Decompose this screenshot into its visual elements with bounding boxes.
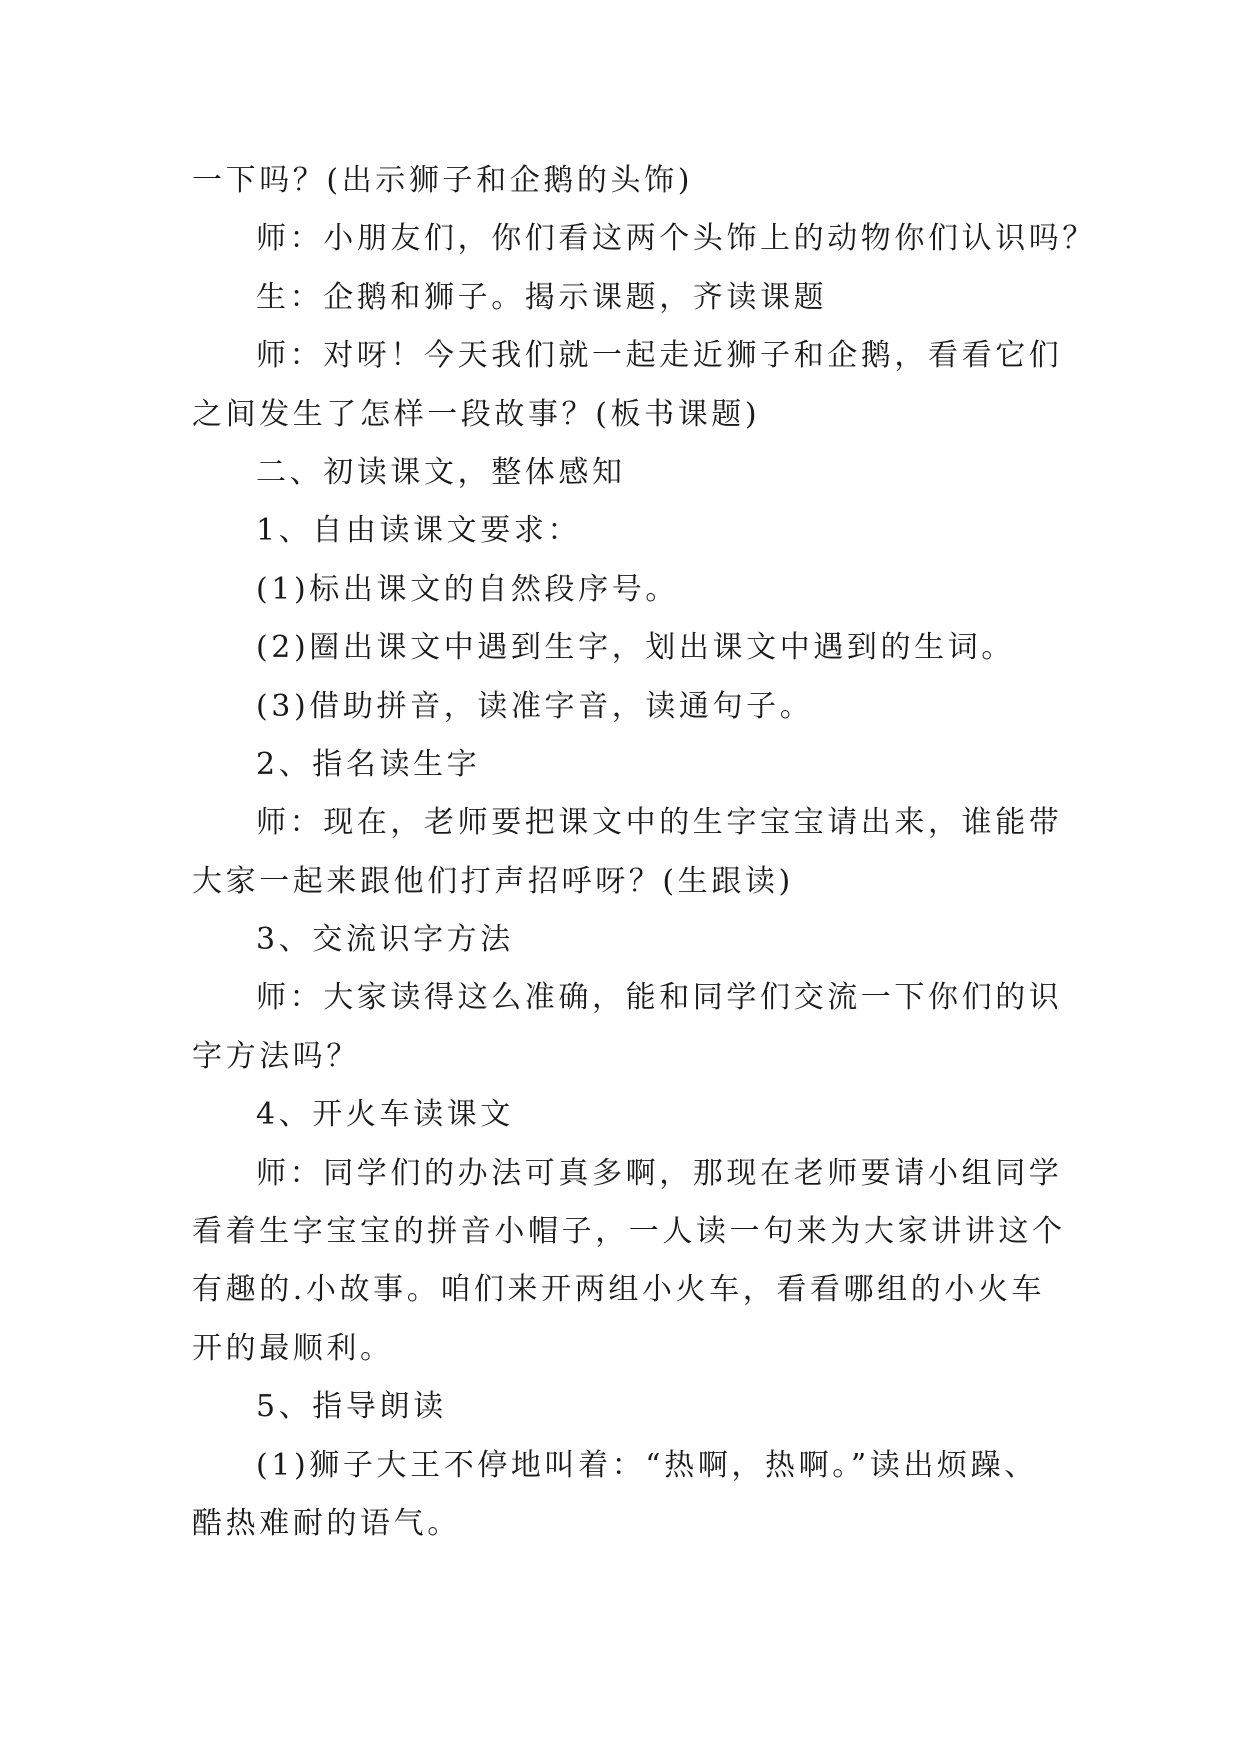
text-line: 师：小朋友们，你们看这两个头饰上的动物你们认识吗？ xyxy=(256,221,1096,257)
text-line: 师：大家读得这么准确，能和同学们交流一下你们的识 xyxy=(256,980,1063,1016)
text-line: 酷热难耐的语气。 xyxy=(192,1505,461,1541)
document-body xyxy=(192,152,1096,1553)
text-line: 有趣的.小故事。咱们来开两组小火车，看看哪组的小火车 xyxy=(192,1272,1046,1308)
section-heading: 二、初读课文，整体感知 xyxy=(256,454,626,490)
text-line: 看着生字宝宝的拼音小帽子，一人读一句来为大家讲讲这个 xyxy=(192,1214,1066,1250)
text-line: 1、自由读课文要求： xyxy=(256,513,582,549)
text-line: 开的最顺利。 xyxy=(192,1330,394,1366)
text-line: 生：企鹅和狮子。揭示课题，齐读课题 xyxy=(256,279,828,315)
text-line: 之间发生了怎样一段故事？(板书课题) xyxy=(192,396,761,432)
list-item: (2)圈出课文中遇到生字，划出课文中遇到的生词。 xyxy=(256,630,1015,666)
text-line: 师：现在，老师要把课文中的生字宝宝请出来，谁能带 xyxy=(256,805,1063,841)
text-line: 4、开火车读课文 xyxy=(256,1097,514,1133)
text-line: 字方法吗？ xyxy=(192,1038,360,1074)
text-line: 5、指导朗读 xyxy=(256,1389,447,1425)
text-line: 3、交流识字方法 xyxy=(256,922,514,958)
text-line: 师：对呀！今天我们就一起走近狮子和企鹅，看看它们 xyxy=(256,338,1063,374)
text-line: 一下吗？(出示狮子和企鹅的头饰) xyxy=(192,163,694,198)
list-item: (1)标出课文的自然段序号。 xyxy=(256,571,679,607)
text-line: 师：同学们的办法可真多啊，那现在老师要请小组同学 xyxy=(256,1155,1063,1191)
list-item: (1)狮子大王不停地叫着：“热啊，热啊。”读出烦躁、 xyxy=(256,1447,1038,1483)
text-line: 2、指名读生字 xyxy=(256,746,481,782)
list-item: (3)借助拼音，读准字音，读通句子。 xyxy=(256,688,814,724)
text-line: 大家一起来跟他们打声招呼呀？(生跟读) xyxy=(192,863,794,899)
